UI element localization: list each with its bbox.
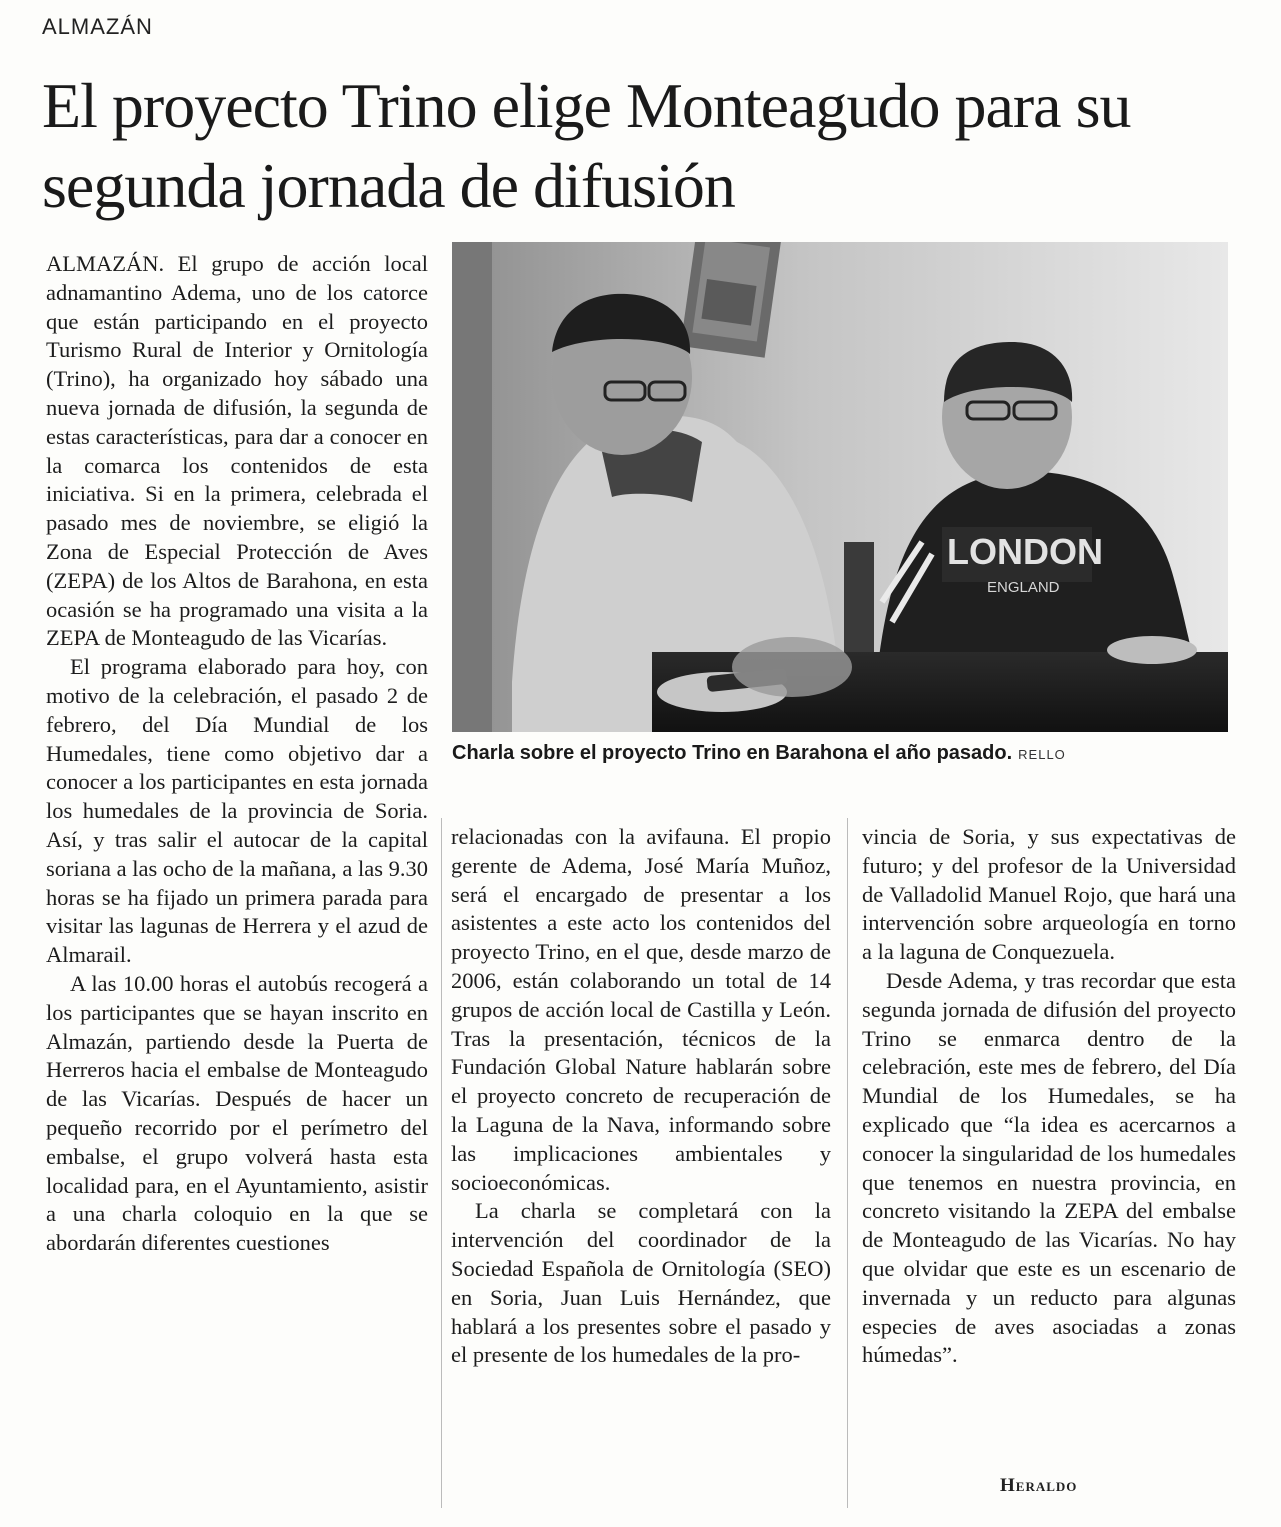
paragraph-4-continued: vincia de Soria, y sus expectativas de futuro; y del profesor de la Universidad de Valladolid Manuel Rojo, que hará una intervención sobre arqueología en torno a la laguna de Conquezuela. [862,824,1236,965]
article-column-1 [46,250,428,1258]
paragraph-5: Desde Adema, y tras recordar que esta segunda jornada de difusión del proyecto Trino se enmarca dentro de la celebración, este mes de febrero, del Día Mundial de los Humedales, se ha explicado que “la idea es acercarnos a conocer la singularidad de los humedales que tenemos en nuestra provincia, en concreto visitando la ZEPA del embalse de Monteagudo de las Vicarías. No hay que olvidar que este es un escenario de invernada y un reducto para algunas especies de aves asociadas a zonas húmedas”. [862,967,1236,1368]
article-photo [452,242,1228,732]
photo-credit: RELLO [1018,747,1066,762]
column-divider-2 [847,818,848,1508]
photo-illustration [452,242,1228,732]
chair [844,542,874,662]
paragraph-2: El programa elaborado para hoy, con motivo de la celebración, el pasado 2 de febrero, del Día Mundial de los Humedales, tiene como objetivo dar a conocer a los participantes en esta jornada los humedales de la provincia de Soria. Así, y tras salir el autocar de la capital soriana a las ocho de la mañana, a las 9.30 horas se ha fijado un primera parada para visitar las lagunas de Herrera y el azud de Almarail. [46,654,428,968]
wall-poster [680,242,781,358]
paragraph-4: La charla se completará con la intervención del coordinador de la Sociedad Española de Ornitología (SEO) en Soria, Juan Luis Hernández, que hablará a los presentes sobre el pasado y el presente de los humedales de la pro- [451,1198,831,1368]
paragraph-1: ALMAZÁN. El grupo de acción local adnamantino Adema, uno de los catorce que están participando en el proyecto Turismo Rural de Interior y Ornitología (Trino), ha organizado hoy sábado una nueva jornada de difusión, la segunda de estas características, para dar a conocer en la comarca los contenidos de esta iniciativa. Si en la primera, celebrada el pasado mes de noviembre, se eligió la Zona de Especial Protección de Aves (ZEPA) de los Altos de Barahona, en esta ocasión se ha programado una visita a la ZEPA de Monteagudo de las Vicarías. [46,251,428,651]
article-column-3 [862,823,1236,1370]
sweatshirt-subtext: ENGLAND [987,579,1060,596]
paragraph-3: A las 10.00 horas el autobús recogerá a los participantes que se hayan inscrito en Almazán, partiendo desde la Puerta de Herreros hacia el embalse de Monteagudo de las Vicarías. Después de hacer un pequeño recorrido por el perímetro del embalse, el grupo volverá hasta esta localidad para, en el Ayuntamiento, asistir a una charla coloquio en la que se abordarán diferentes cuestiones [46,970,428,1256]
section-label: ALMAZÁN [42,14,153,39]
paragraph-3-continued: relacionadas con la avifauna. El propio gerente de Adema, José María Muñoz, será el encargado de presentar a los asistentes a este acto los contenidos del proyecto Trino, en el que, desde marzo de 2006, están colaborando un total de 14 grupos de acción local de Castilla y León. Tras la presentación, técnicos de la Fundación Global Nature hablarán sobre el proyecto concreto de recuperación de la Laguna de la Nava, informando sobre las implicaciones ambientales y socioeconómicas. [451,824,831,1195]
caption-text: Charla sobre el proyecto Trino en Barahona el año pasado. [452,742,1013,764]
photo-wall-shadow [452,242,492,732]
right-hand [1107,636,1197,664]
glass-bowl [732,637,852,697]
column-divider-1 [441,818,442,1508]
signature: Heraldo [1000,1475,1078,1496]
article-column-2 [451,823,831,1370]
photo-caption [452,742,1232,765]
sweatshirt-text: LONDON [947,531,1103,572]
headline: El proyecto Trino elige Monteagudo para su segunda jornada de difusión [42,70,1131,221]
